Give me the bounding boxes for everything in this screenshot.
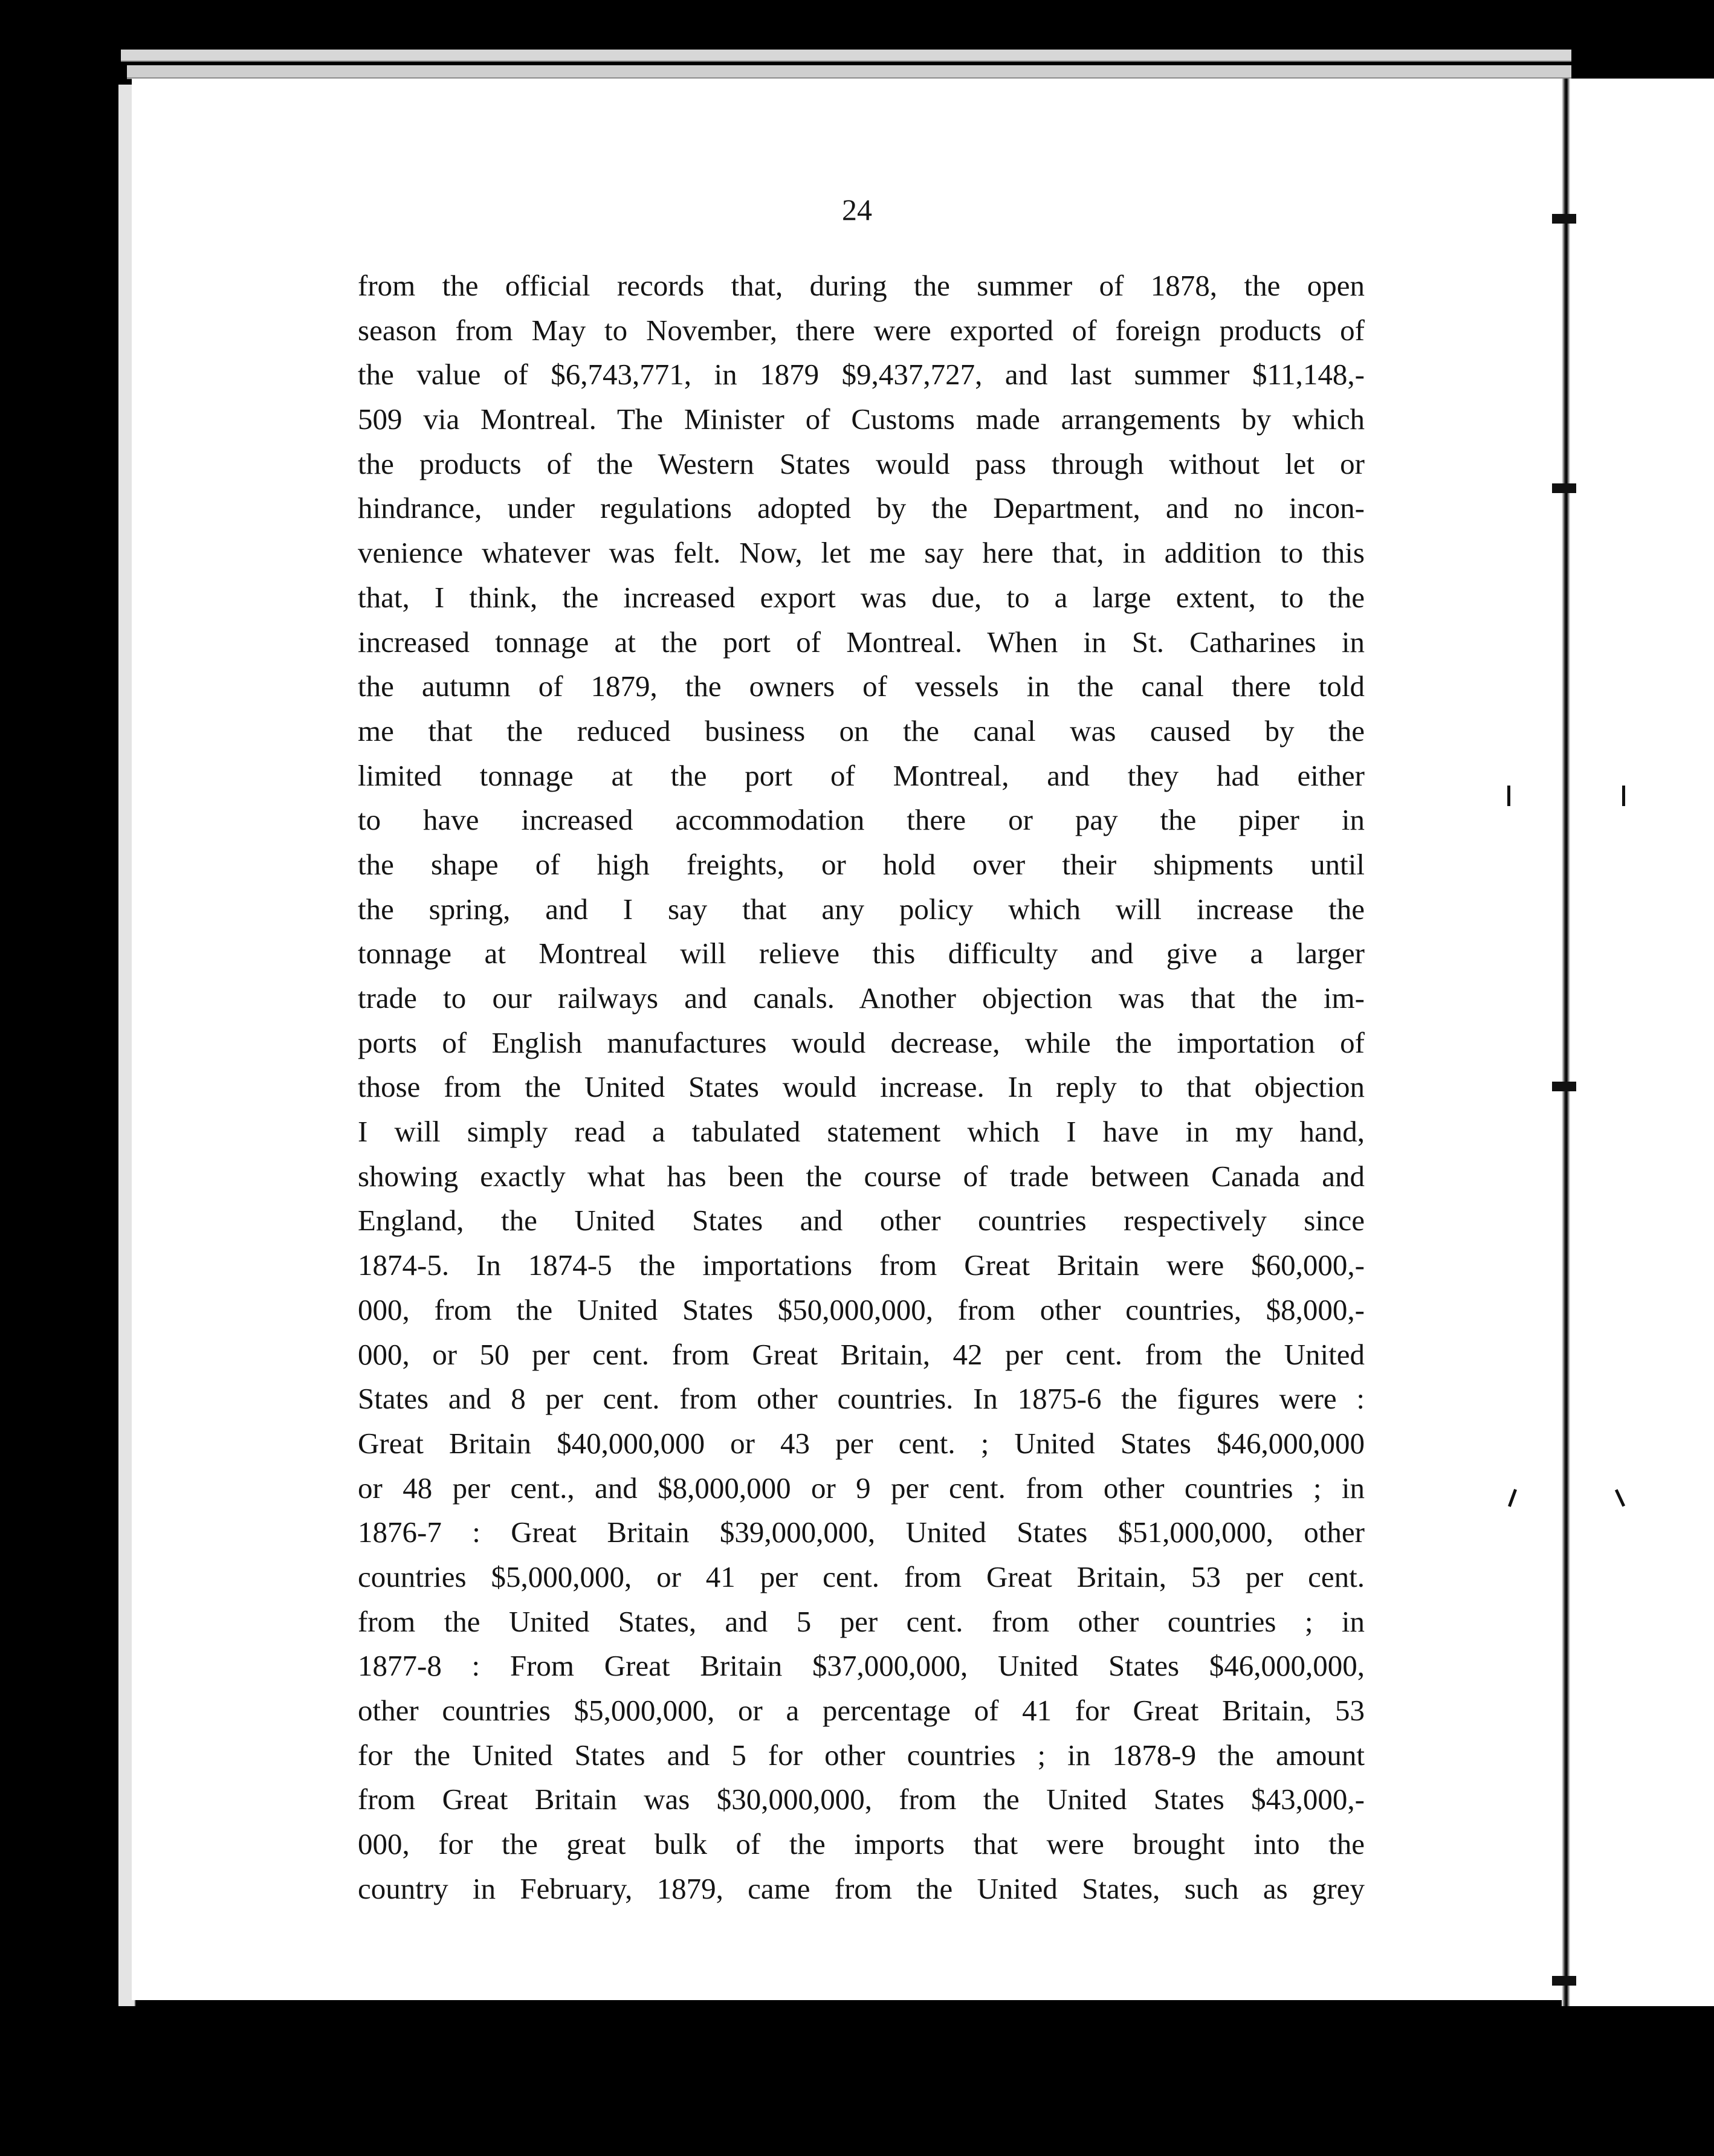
text-line: I will simply read a tabulated statement which I have in my hand, <box>358 1115 1365 1149</box>
text-line: 1874-5. In 1874-5 the importations from Great Britain were $60,000,- <box>358 1248 1365 1282</box>
page-edge-top-inner <box>127 65 1571 79</box>
text-line: countries $5,000,000, or 41 per cent. from Great Britain, 53 per cent. <box>358 1560 1365 1593</box>
text-line: me that the reduced business on the canal was caused by the <box>358 714 1365 747</box>
scan-mark <box>1552 1976 1576 1986</box>
text-line: States and 8 per cent. from other countries. In 1875-6 the figures were : <box>358 1382 1365 1416</box>
text-line: from the United States, and 5 per cent. from other countries ; in <box>358 1604 1365 1638</box>
text-line: hindrance, under regulations adopted by the Department, and no incon- <box>358 491 1365 525</box>
text-line: the products of the Western States would pass through without let or <box>358 447 1365 480</box>
text-line: 509 via Montreal. The Minister of Customs made arrangements by which <box>358 402 1365 436</box>
text-line: 1877-8 : From Great Britain $37,000,000, United States $46,000,000, <box>358 1649 1365 1683</box>
text-line: for the United States and 5 for other countries ; in 1878-9 the amount <box>358 1738 1365 1772</box>
scan-mark <box>1552 483 1576 493</box>
scan-mark <box>1507 786 1510 806</box>
binding-gutter <box>1562 79 1570 2006</box>
text-line: 000, or 50 per cent. from Great Britain, 42 per cent. from the United <box>358 1337 1365 1371</box>
facing-page-edge <box>1569 79 1714 2006</box>
text-line: to have increased accommodation there or pay the piper in <box>358 803 1365 837</box>
text-line: showing exactly what has been the course of trade between Canada and <box>358 1159 1365 1193</box>
text-line: limited tonnage at the port of Montreal, and they had either <box>358 758 1365 792</box>
text-line: from the official records that, during the summer of 1878, the open <box>358 269 1365 302</box>
text-line: trade to our railways and canals. Another objection was that the im- <box>358 981 1365 1015</box>
text-line: country in February, 1879, came from the United States, such as grey <box>358 1871 1365 1905</box>
text-line: 000, from the United States $50,000,000, from other countries, $8,000,- <box>358 1293 1365 1326</box>
page-edge-top <box>121 50 1571 62</box>
text-line: 1876-7 : Great Britain $39,000,000, United States $51,000,000, other <box>358 1515 1365 1549</box>
text-line: Great Britain $40,000,000 or 43 per cent. ; United States $46,000,000 <box>358 1426 1365 1460</box>
text-line: the spring, and I say that any policy which will increase the <box>358 892 1365 926</box>
text-line: the autumn of 1879, the owners of vessels in the canal there told <box>358 670 1365 703</box>
text-line: tonnage at Montreal will relieve this difficulty and give a larger <box>358 937 1365 970</box>
text-line: increased tonnage at the port of Montreal. When in St. Catharines in <box>358 625 1365 659</box>
text-line: England, the United States and other countries respectively since <box>358 1204 1365 1238</box>
body-text <box>358 263 1365 1911</box>
text-line: or 48 per cent., and $8,000,000 or 9 per cent. from other countries ; in <box>358 1471 1365 1505</box>
text-line: 000, for the great bulk of the imports that were brought into the <box>358 1827 1365 1861</box>
text-line: ports of English manufactures would decrease, while the importation of <box>358 1025 1365 1059</box>
text-line: from Great Britain was $30,000,000, from the United States $43,000,- <box>358 1783 1365 1816</box>
text-line: other countries $5,000,000, or a percentage of 41 for Great Britain, 53 <box>358 1694 1365 1727</box>
text-line: the value of $6,743,771, in 1879 $9,437,727, and last summer $11,148,- <box>358 358 1365 392</box>
text-line: the shape of high freights, or hold over their shipments until <box>358 847 1365 881</box>
scan-mark <box>1622 786 1625 806</box>
page-number: 24 <box>842 193 872 227</box>
scan-mark <box>1552 1082 1576 1091</box>
text-line: those from the United States would increase. In reply to that objection <box>358 1070 1365 1104</box>
text-line: venience whatever was felt. Now, let me say here that, in addition to this <box>358 536 1365 570</box>
text-line: season from May to November, there were exported of foreign products of <box>358 313 1365 347</box>
text-line: that, I think, the increased export was due, to a large extent, to the <box>358 580 1365 614</box>
